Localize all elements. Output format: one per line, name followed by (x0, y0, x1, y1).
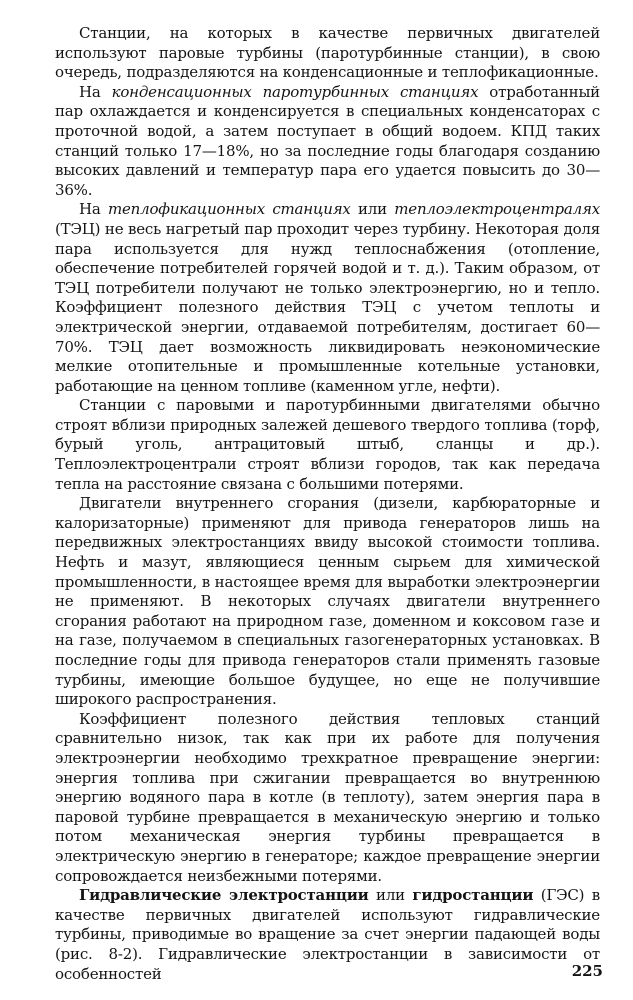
paragraph-7-text-a: или (368, 886, 413, 905)
paragraph-5 (55, 494, 600, 710)
paragraph-2-text-a: На (79, 82, 112, 101)
paragraph-3-text-c: (ТЭЦ) не весь нагретый пар проходит через турбину. Некоторая доля пара используется для нужд теплоснабжения (отопление, обеспечение потребителей горячей водой и т. д.). Таким образом, от ТЭЦ потребители получают не только электроэнергию, но и тепло. Коэффициент полезного действия ТЭЦ с учетом теплоты и электрической энергии, отдаваемой потребителям, достигает 60—70%. ТЭЦ дает возможность ликвидировать неэкономические мелкие отопительные и промышленные котельные установки, работающие на ценном топливе (каменном угле, нефти). (55, 219, 600, 395)
page-number: 225 (571, 962, 603, 980)
paragraph-4 (55, 396, 600, 494)
page-body (55, 24, 600, 984)
paragraph-3 (55, 200, 600, 396)
paragraph-4-text: Станции с паровыми и паротурбинными двигателями обычно строят вблизи природных залежей дешевого твердого топлива (торф, бурый уголь, антрацитовый штыб, сланцы и др.). Теплоэлектроцентрали строят вблизи городов, так как передача тепла на расстояние связана с большими потерями. (55, 396, 600, 493)
paragraph-3-text-b: или (350, 200, 395, 219)
paragraph-1-text: Станции, на которых в качестве первичных двигателей используют паровые турбины (паротурбинные станции), в свою очередь, подразделяются на конденсационные и теплофикационные. (55, 24, 600, 82)
paragraph-2 (55, 83, 600, 201)
paragraph-6 (55, 710, 600, 886)
paragraph-2-text-b: отработанный пар охлаждается и конденсируется в специальных конденсаторах с проточной водой, а затем поступает в общий водоем. КПД таких станций только 17—18%, но за последние годы благодаря созданию высоких давлений и температур пара его удается повысить до 30—36%. (55, 82, 600, 199)
paragraph-3-text-a: На (79, 200, 108, 219)
paragraph-5-text: Двигатели внутреннего сгорания (дизели, карбюраторные и калоризаторные) применяют для привода генераторов лишь на передвижных электростанциях ввиду высокой стоимости топлива. Нефть и мазут, являющиеся ценным сырьем для химической промышленности, в настоящее время для выработки электроэнергии не применяют. В некоторых случаях двигатели внутреннего сгорания работают на природном газе, доменном и коксовом газе и на газе, получаемом в специальных газогенераторных установках. В последние годы для привода генераторов стали применять газовые турбины, имеющие большое будущее, но еще не получившие широкого распространения. (55, 494, 600, 709)
paragraph-1 (55, 24, 600, 83)
paragraph-7 (55, 886, 600, 984)
paragraph-3-italic-term-2: теплоэлектроцентралях (394, 200, 600, 219)
paragraph-3-italic-term-1: теплофикационных станциях (107, 200, 351, 219)
paragraph-6-text: Коэффициент полезного действия тепловых станций сравнительно низок, так как при их работе для получения электроэнергии необходимо трехкратное превращение энергии: энергия топлива при сжигании превращается во внутреннюю энергию водяного пара в котле (в теплоту), затем энергия пара в паровой турбине превращается в механическую энергию и только потом механическая энергия турбины превращается в электрическую энергию в генераторе; каждое превращение энергии сопровождается неизбежными потерями. (55, 709, 600, 885)
paragraph-2-italic-term: конденсационных паротурбинных станциях (111, 82, 479, 101)
paragraph-7-text-b: (ГЭС) в качестве первичных двигателей используют гидравлические турбины, приводимые во вращение за счет энергии падающей воды (рис. 8-2). Гидравлические электростанции в зависимости от особенностей (55, 886, 600, 983)
paragraph-7-bold-term-1: Гидравлические электростанции (79, 886, 369, 905)
paragraph-7-bold-term-2: гидростанции (412, 886, 534, 905)
